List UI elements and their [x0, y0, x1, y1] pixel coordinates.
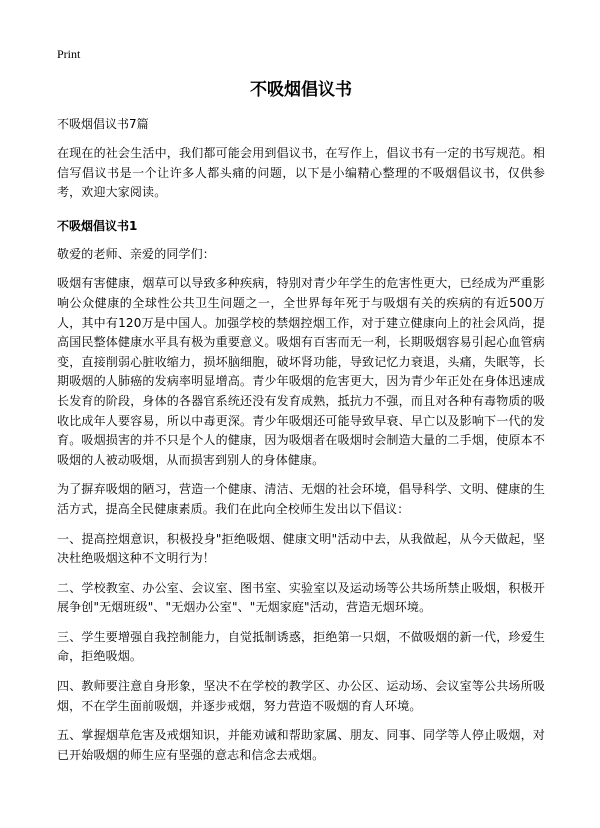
body-paragraph: 吸烟有害健康，烟草可以导致多种疾病，特别对青少年学生的危害性更大，已经成为严重影响公众健康的全球性公共卫生问题之一，全世界每年死于与吸烟有关的疾病的有近500万人，其中有120万是中国人。加强学校的禁烟控烟工作，对于建立健康向上的社会风尚，提高国民整体健康水平具有极为重要意义。吸烟有百害而无一利，长期吸烟容易引起心血管病变，直接削弱心脏收缩力，损坏脑细胞，破坏肾功能，导致记忆力衰退，头痛，失眠等，长期吸烟的人肺癌的发病率明显增高。青少年吸烟的危害更大，因为青少年正处在身体迅速成长发育的阶段，身体的各器官系统还没有发育成熟，抵抗力不强，而且对各种有毒物质的吸收比成年人要容易，所以中毒更深。青少年吸烟还可能导致早衰、早亡以及影响下一代的发育。吸烟损害的并不只是个人的健康，因为吸烟者在吸烟时会制造大量的二手烟，使原本不吸烟的人被动吸烟，从而损害到别人的身体健康。	[57, 276, 545, 467]
section-title: 不吸烟倡议书1	[57, 218, 138, 233]
body-paragraph: 一、提高控烟意识，积极投身"拒绝吸烟、健康文明"活动中去，从我做起，从今天做起，坚决杜绝吸烟这种不文明行为！	[57, 531, 545, 566]
document-body	[57, 79, 545, 765]
body-paragraph: 为了摒弃吸烟的陋习，营造一个健康、清洁、无烟的社会环境，倡导科学、文明、健康的生活方式，提高全民健康素质。我们在此向全校师生发出以下倡议：	[57, 482, 545, 516]
document-title: 不吸烟倡议书	[250, 80, 352, 100]
print-link[interactable]: Print	[57, 47, 81, 61]
body-paragraph: 五、掌握烟草危害及戒烟知识，并能劝诫和帮助家属、朋友、同事、同学等人停止吸烟，对已开始吸烟的师生应有坚强的意志和信念去戒烟。	[57, 728, 545, 762]
body-paragraph: 四、教师要注意自身形象，坚决不在学校的教学区、办公区、运动场、会议室等公共场所吸烟，不在学生面前吸烟，并逐步戒烟，努力营造不吸烟的育人环境。	[57, 679, 545, 713]
body-paragraph: 二、学校教室、办公室、会议室、图书室、实验室以及运动场等公共场所禁止吸烟，积极开展争创"无烟班级"、"无烟办公室"、"无烟家庭"活动，营造无烟环境。	[57, 580, 545, 615]
document-subtitle: 不吸烟倡议书7篇	[57, 117, 149, 131]
intro-paragraph: 在现在的社会生活中，我们都可能会用到倡议书，在写作上，倡议书有一定的书写规范。相信写倡议书是一个让许多人都头痛的问题，以下是小编精心整理的不吸烟倡议书，仅供参考，欢迎大家阅读。	[57, 146, 545, 200]
greeting: 敬爱的老师、亲爱的同学们：	[57, 246, 215, 261]
body-paragraph: 三、学生要增强自我控制能力，自觉抵制诱惑，拒绝第一只烟，不做吸烟的新一代，珍爱生命，拒绝吸烟。	[57, 629, 545, 664]
